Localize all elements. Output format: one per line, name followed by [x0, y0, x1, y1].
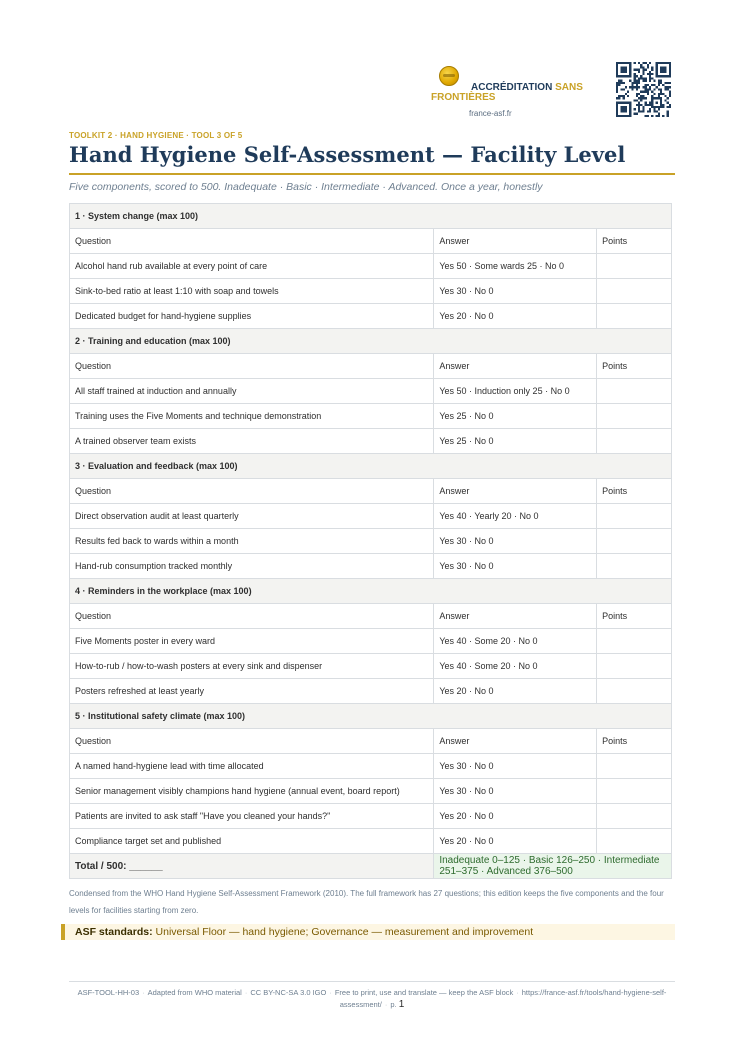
question-cell: All staff trained at induction and annually: [70, 379, 434, 404]
page-footer: ASF-TOOL-HH-03 · Adapted from WHO material · CC BY-NC-SA 3.0 IGO · Free to print, use and translate — keep the ASF block · https://france-asf.fr/tools/hand-hygiene-self-assessment/ · p. 1: [69, 981, 675, 1011]
question-cell: A named hand-hygiene lead with time allocated: [70, 754, 434, 779]
page-subtitle: Five components, scored to 500. Inadequate · Basic · Intermediate · Advanced. Once a year, honestly: [69, 181, 543, 193]
points-field[interactable]: [597, 429, 672, 454]
total-label[interactable]: Total / 500: ______: [70, 854, 434, 879]
points-field[interactable]: [597, 404, 672, 429]
column-header-row: [70, 229, 672, 254]
points-field[interactable]: [597, 379, 672, 404]
section-title: 3 · Evaluation and feedback (max 100): [70, 454, 672, 479]
section-header-row: [70, 704, 672, 729]
points-field[interactable]: [597, 529, 672, 554]
logo-text-line2: FRONTIÈRES: [431, 92, 496, 103]
table-row: [70, 304, 672, 329]
column-header-points: Points: [597, 479, 672, 504]
footer-free: Free to print, use and translate — keep the ASF block: [334, 988, 514, 997]
section-header-row: [70, 579, 672, 604]
column-header-question: Question: [70, 604, 434, 629]
section-header-row: [70, 454, 672, 479]
table-row: [70, 804, 672, 829]
column-header-points: Points: [597, 229, 672, 254]
points-field[interactable]: [597, 654, 672, 679]
column-header-row: [70, 604, 672, 629]
answer-cell: Yes 40 · Yearly 20 · No 0: [434, 504, 597, 529]
question-cell: Senior management visibly champions hand hygiene (annual event, board report): [70, 779, 434, 804]
column-header-row: [70, 354, 672, 379]
standards-text: Universal Floor — hand hygiene; Governance — measurement and improvement: [152, 926, 534, 938]
table-row: [70, 529, 672, 554]
answer-cell: Yes 40 · Some 20 · No 0: [434, 629, 597, 654]
column-header-row: [70, 729, 672, 754]
points-field[interactable]: [597, 804, 672, 829]
column-header-points: Points: [597, 729, 672, 754]
asf-logo: [431, 64, 621, 124]
score-levels: Inadequate 0–125 · Basic 126–250 · Intermediate 251–375 · Advanced 376–500: [434, 854, 672, 879]
table-row: [70, 554, 672, 579]
points-field[interactable]: [597, 304, 672, 329]
table-row: [70, 754, 672, 779]
logo-url: france-asf.fr: [469, 109, 512, 118]
question-cell: A trained observer team exists: [70, 429, 434, 454]
answer-cell: Yes 25 · No 0: [434, 429, 597, 454]
section-title: 5 · Institutional safety climate (max 100): [70, 704, 672, 729]
section-title: 1 · System change (max 100): [70, 204, 672, 229]
footer-url[interactable]: https://france-asf.fr/tools/hand-hygiene-self-assessment/: [339, 988, 667, 1009]
toolkit-kicker: TOOLKIT 2 · HAND HYGIENE · TOOL 3 OF 5: [69, 131, 243, 140]
answer-cell: Yes 30 · No 0: [434, 779, 597, 804]
section-header-row: [70, 329, 672, 354]
question-cell: Dedicated budget for hand-hygiene supplies: [70, 304, 434, 329]
answer-cell: Yes 30 · No 0: [434, 279, 597, 304]
footer-page-number: 1: [398, 999, 405, 1010]
section-header-row: [70, 204, 672, 229]
question-cell: Posters refreshed at least yearly: [70, 679, 434, 704]
section-title: 2 · Training and education (max 100): [70, 329, 672, 354]
column-header-points: Points: [597, 354, 672, 379]
column-header-question: Question: [70, 479, 434, 504]
footer-code: ASF-TOOL-HH-03: [77, 988, 140, 997]
column-header-question: Question: [70, 354, 434, 379]
question-cell: Five Moments poster in every ward: [70, 629, 434, 654]
answer-cell: Yes 30 · No 0: [434, 754, 597, 779]
table-row: [70, 254, 672, 279]
section-title: 4 · Reminders in the workplace (max 100): [70, 579, 672, 604]
total-row: [70, 854, 672, 879]
answer-cell: Yes 30 · No 0: [434, 529, 597, 554]
column-header-answer: Answer: [434, 354, 597, 379]
answer-cell: Yes 25 · No 0: [434, 404, 597, 429]
standards-label: ASF standards:: [75, 926, 153, 938]
table-row: [70, 429, 672, 454]
question-cell: Alcohol hand rub available at every point of care: [70, 254, 434, 279]
question-cell: Compliance target set and published: [70, 829, 434, 854]
points-field[interactable]: [597, 629, 672, 654]
table-row: [70, 679, 672, 704]
table-row: [70, 829, 672, 854]
question-cell: Hand-rub consumption tracked monthly: [70, 554, 434, 579]
answer-cell: Yes 50 · Induction only 25 · No 0: [434, 379, 597, 404]
table-row: [70, 504, 672, 529]
answer-cell: Yes 20 · No 0: [434, 679, 597, 704]
answer-cell: Yes 20 · No 0: [434, 829, 597, 854]
asf-standards-callout: [61, 924, 675, 940]
table-row: [70, 279, 672, 304]
points-field[interactable]: [597, 504, 672, 529]
asf-seal-icon: [439, 66, 459, 86]
footer-adapted: Adapted from WHO material: [147, 988, 242, 997]
points-field[interactable]: [597, 554, 672, 579]
question-cell: Direct observation audit at least quarterly: [70, 504, 434, 529]
answer-cell: Yes 20 · No 0: [434, 804, 597, 829]
table-row: [70, 654, 672, 679]
column-header-points: Points: [597, 604, 672, 629]
column-header-answer: Answer: [434, 479, 597, 504]
logo-text-line1: ACCRÉDITATION SANS: [471, 82, 583, 93]
qr-code-icon[interactable]: [616, 62, 671, 117]
question-cell: Sink-to-bed ratio at least 1:10 with soap and towels: [70, 279, 434, 304]
page-title: Hand Hygiene Self-Assessment — Facility Level: [69, 142, 675, 175]
assessment-table: [69, 203, 672, 879]
footer-license: CC BY-NC-SA 3.0 IGO: [250, 988, 327, 997]
table-row: [70, 404, 672, 429]
answer-cell: Yes 40 · Some 20 · No 0: [434, 654, 597, 679]
column-header-answer: Answer: [434, 604, 597, 629]
column-header-answer: Answer: [434, 229, 597, 254]
question-cell: How-to-rub / how-to-wash posters at every sink and dispenser: [70, 654, 434, 679]
column-header-question: Question: [70, 729, 434, 754]
question-cell: Results fed back to wards within a month: [70, 529, 434, 554]
table-row: [70, 779, 672, 804]
points-field[interactable]: [597, 829, 672, 854]
column-header-question: Question: [70, 229, 434, 254]
question-cell: Training uses the Five Moments and technique demonstration: [70, 404, 434, 429]
points-field[interactable]: [597, 254, 672, 279]
question-cell: Patients are invited to ask staff "Have you cleaned your hands?": [70, 804, 434, 829]
points-field[interactable]: [597, 754, 672, 779]
answer-cell: Yes 50 · Some wards 25 · No 0: [434, 254, 597, 279]
points-field[interactable]: [597, 279, 672, 304]
answer-cell: Yes 20 · No 0: [434, 304, 597, 329]
footer-page-prefix: p.: [390, 1000, 397, 1009]
table-row: [70, 379, 672, 404]
source-note: Condensed from the WHO Hand Hygiene Self-Assessment Framework (2010). The full framework has 27 questions; this edition keeps the five components and the four levels for facilities starting from zero.: [69, 889, 664, 915]
column-header-row: [70, 479, 672, 504]
column-header-answer: Answer: [434, 729, 597, 754]
points-field[interactable]: [597, 679, 672, 704]
points-field[interactable]: [597, 779, 672, 804]
table-row: [70, 629, 672, 654]
answer-cell: Yes 30 · No 0: [434, 554, 597, 579]
